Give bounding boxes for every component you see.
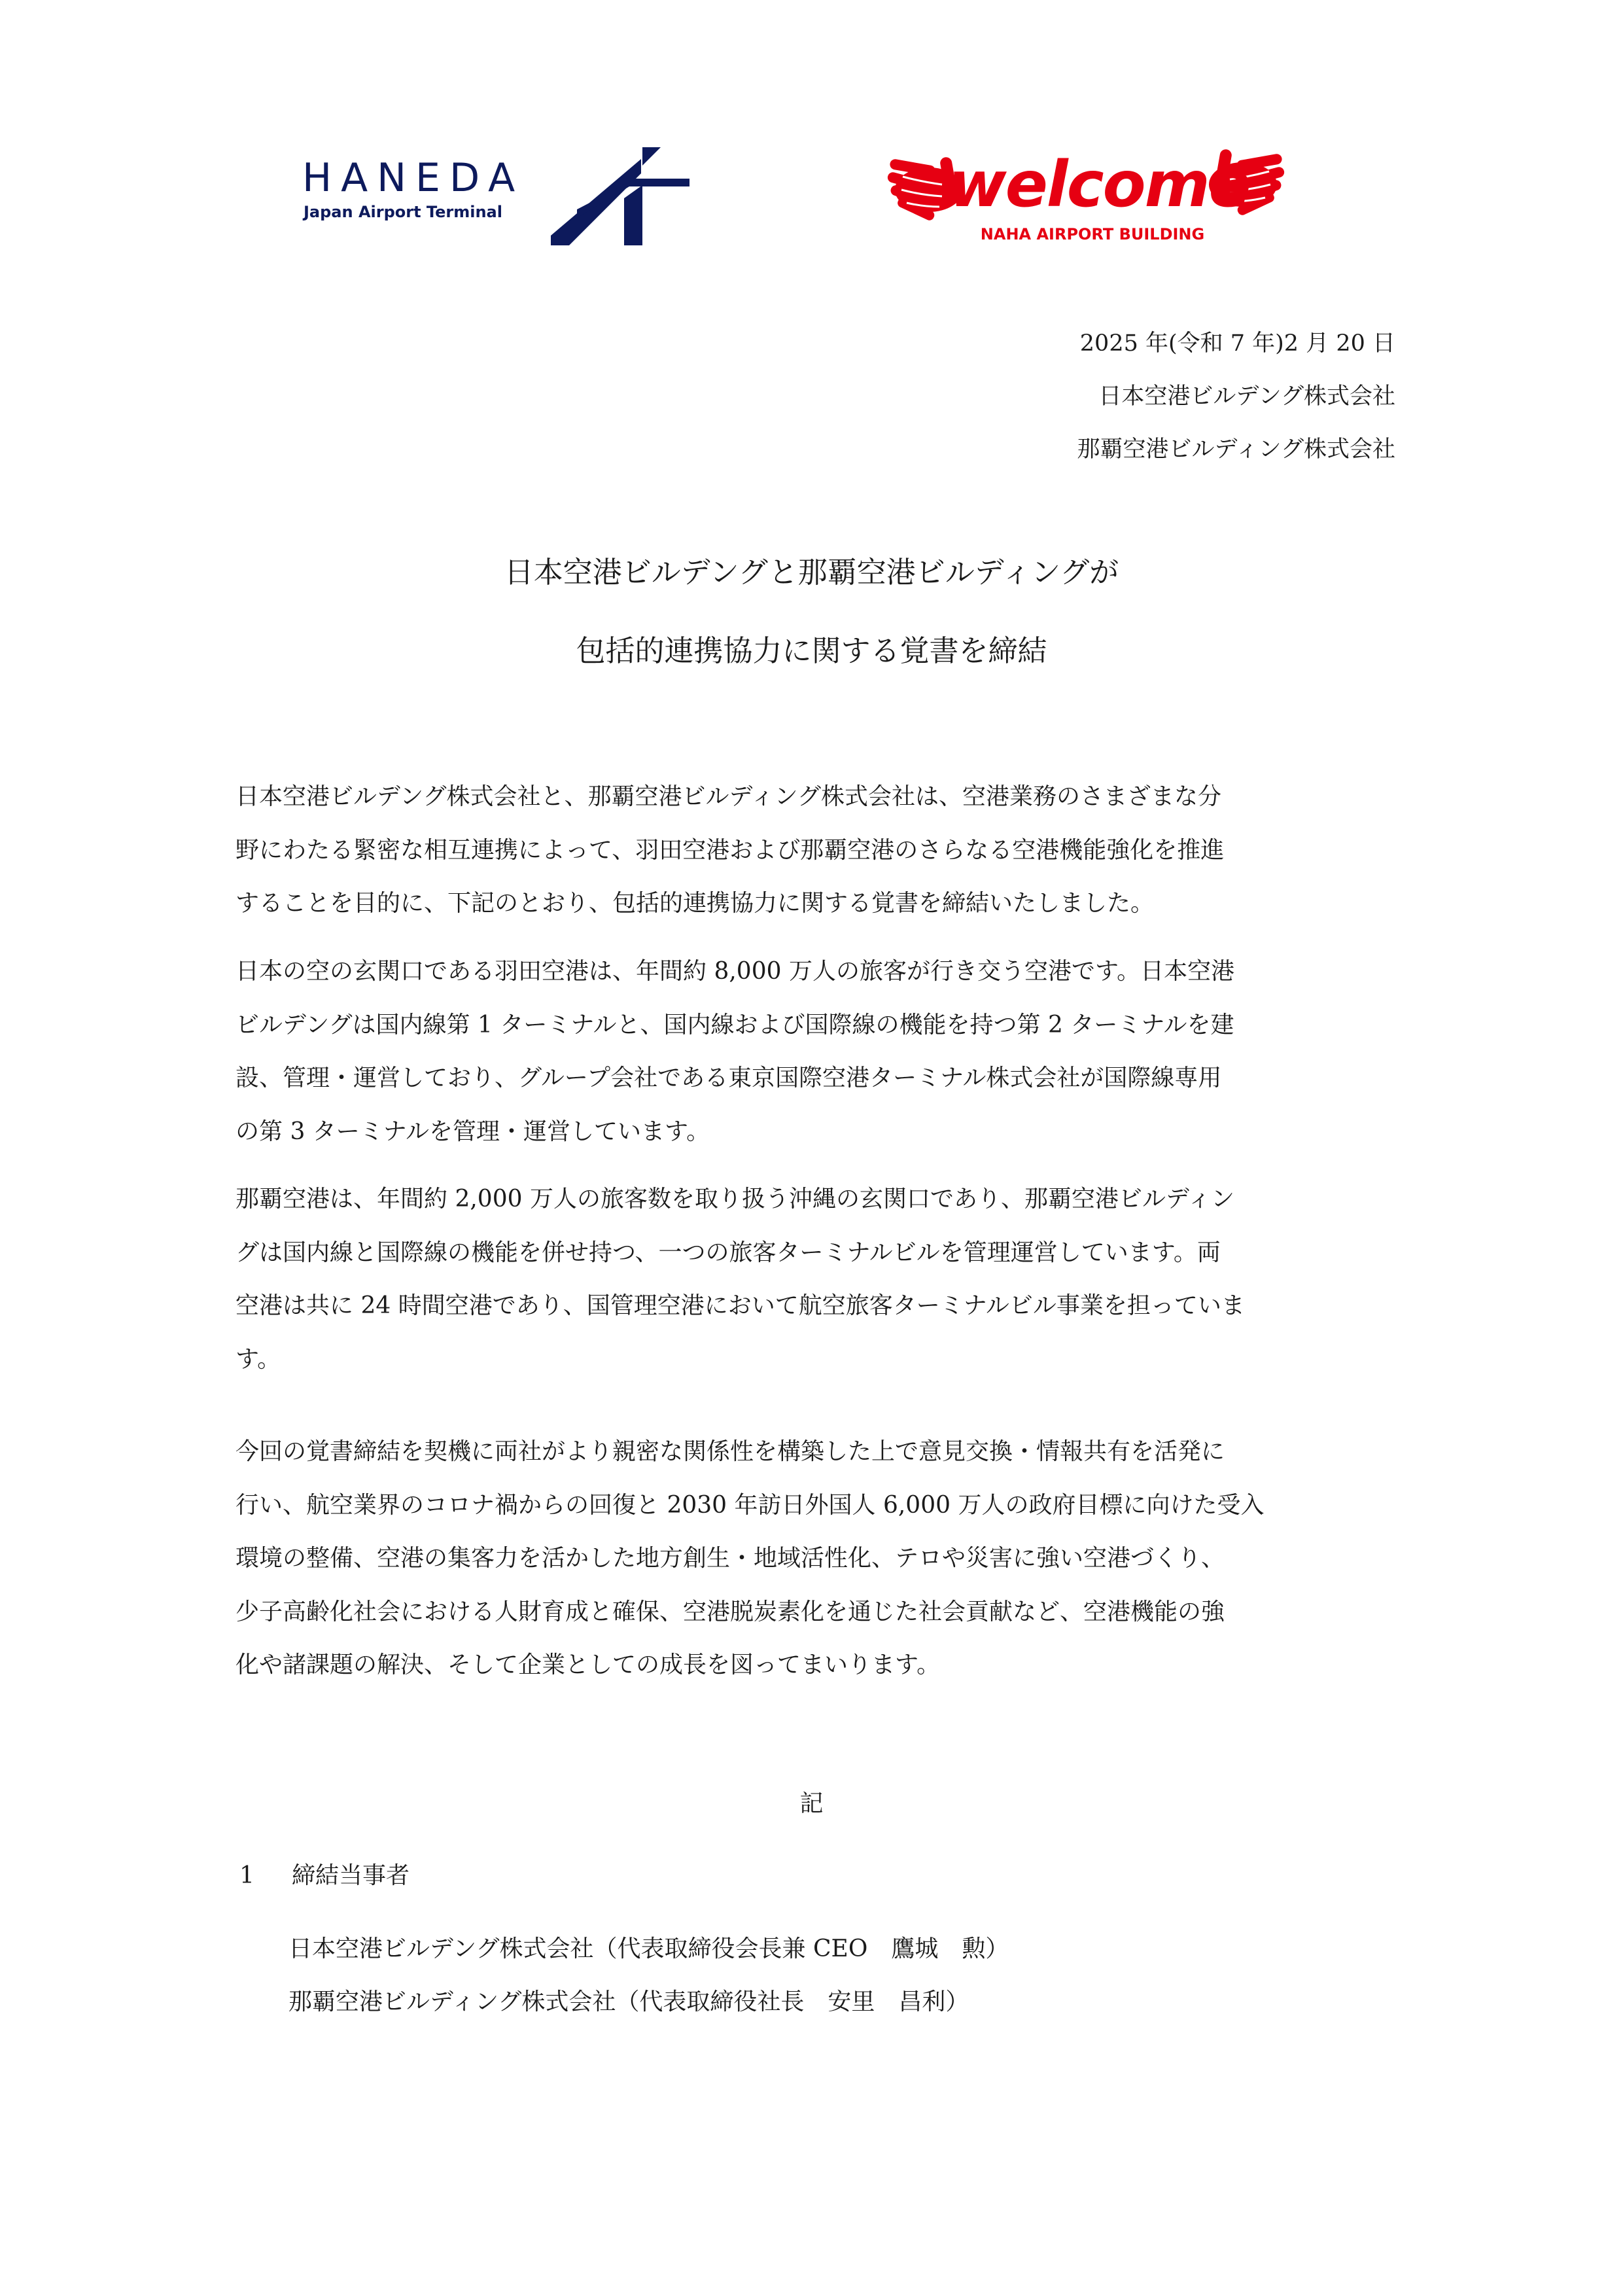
document-date: 2025 年(令和 7 年)2 月 20 日 (1079, 330, 1395, 357)
document-header (1077, 317, 1395, 476)
paragraph-4 (236, 1425, 1397, 1692)
parties-list (288, 1922, 1009, 2028)
paragraph-line: 日本空港ビルデング株式会社と、那覇空港ビルディング株式会社は、空港業務のさまざまな分 (236, 783, 1221, 810)
notes-heading: 記 (799, 1790, 824, 1817)
haneda-h-mark-icon (551, 147, 708, 245)
section-1-heading (239, 1857, 410, 1890)
paragraph-2 (236, 945, 1397, 1158)
paragraph-line: 野にわたる緊密な相互連携によって、羽田空港および那覇空港のさらなる空港機能強化を推進 (236, 836, 1225, 864)
party-1: 日本空港ビルデング株式会社（代表取締役会長兼 CEO 鷹城 勲） (288, 1935, 1009, 1962)
paragraph-line: 行い、航空業界のコロナ禍からの回復と 2030 年訪日外国人 6,000 万人の政府目標に向けた受入 (236, 1491, 1265, 1519)
paragraph-line: 化や諸課題の解決、そして企業としての成長を図ってまいります。 (236, 1651, 941, 1678)
sender-company-1: 日本空港ビルデング株式会社 (1098, 383, 1395, 410)
paragraph-3 (236, 1173, 1397, 1386)
haneda-logo (302, 147, 727, 245)
sender-company-2: 那覇空港ビルディング株式会社 (1077, 436, 1395, 463)
paragraph-line: 日本の空の玄関口である羽田空港は、年間約 8,000 万人の旅客が行き交う空港です。日本空港 (236, 958, 1235, 985)
paragraph-line: グは国内線と国際線の機能を併せ持つ、一つの旅客ターミナルビルを管理運営しています。両 (236, 1239, 1221, 1266)
paragraph-line: することを目的に、下記のとおり、包括的連携協力に関する覚書を締結いたしました。 (236, 890, 1155, 917)
paragraph-line: 空港は共に 24 時間空港であり、国管理空港において航空旅客ターミナルビル事業を担っていま (236, 1292, 1245, 1319)
paragraph-line: 設、管理・運営しており、グループ会社である東京国際空港ターミナル株式会社が国際線専用 (236, 1065, 1222, 1091)
paragraph-line: ビルデングは国内線第 1 ターミナルと、国内線および国際線の機能を持つ第 2 ターミナルを建 (236, 1011, 1234, 1038)
haneda-subtitle: Japan Airport Terminal (304, 203, 502, 221)
welcome-wordmark: welcome (949, 148, 1250, 221)
paragraph-line: 今回の覚書締結を契機に両社がより親密な関係性を構築した上で意見交換・情報共有を活発に (236, 1438, 1225, 1465)
haneda-wordmark: HANEDA (302, 155, 525, 201)
party-2: 那覇空港ビルディング株式会社（代表取締役社長 安里 昌利） (288, 1988, 969, 2015)
paragraph-line: す。 (236, 1345, 281, 1373)
paragraph-line: 少子高齢化社会における人財育成と確保、空港脱炭素化を通じた社会貢献など、空港機能の強 (236, 1598, 1225, 1625)
naha-subtitle: NAHA AIRPORT BUILDING (980, 225, 1205, 243)
paragraph-line: 環境の整備、空港の集客力を活かした地方創生・地域活性化、テロや災害に強い空港づくり、 (236, 1545, 1225, 1572)
section-number: 1 (239, 1862, 254, 1889)
naha-logo (883, 144, 1289, 252)
paragraph-line: 那覇空港は、年間約 2,000 万人の旅客数を取り扱う沖縄の玄関口であり、那覇空港ビルディン (236, 1186, 1235, 1212)
title-line-2: 包括的連携協力に関する覚書を締結 (576, 633, 1047, 668)
title-line-1: 日本空港ビルデングと那覇空港ビルディングが (504, 555, 1119, 590)
paragraph-1 (236, 770, 1397, 930)
section-title: 締結当事者 (292, 1862, 410, 1889)
paragraph-line: の第 3 ターミナルを管理・運営しています。 (236, 1118, 710, 1145)
